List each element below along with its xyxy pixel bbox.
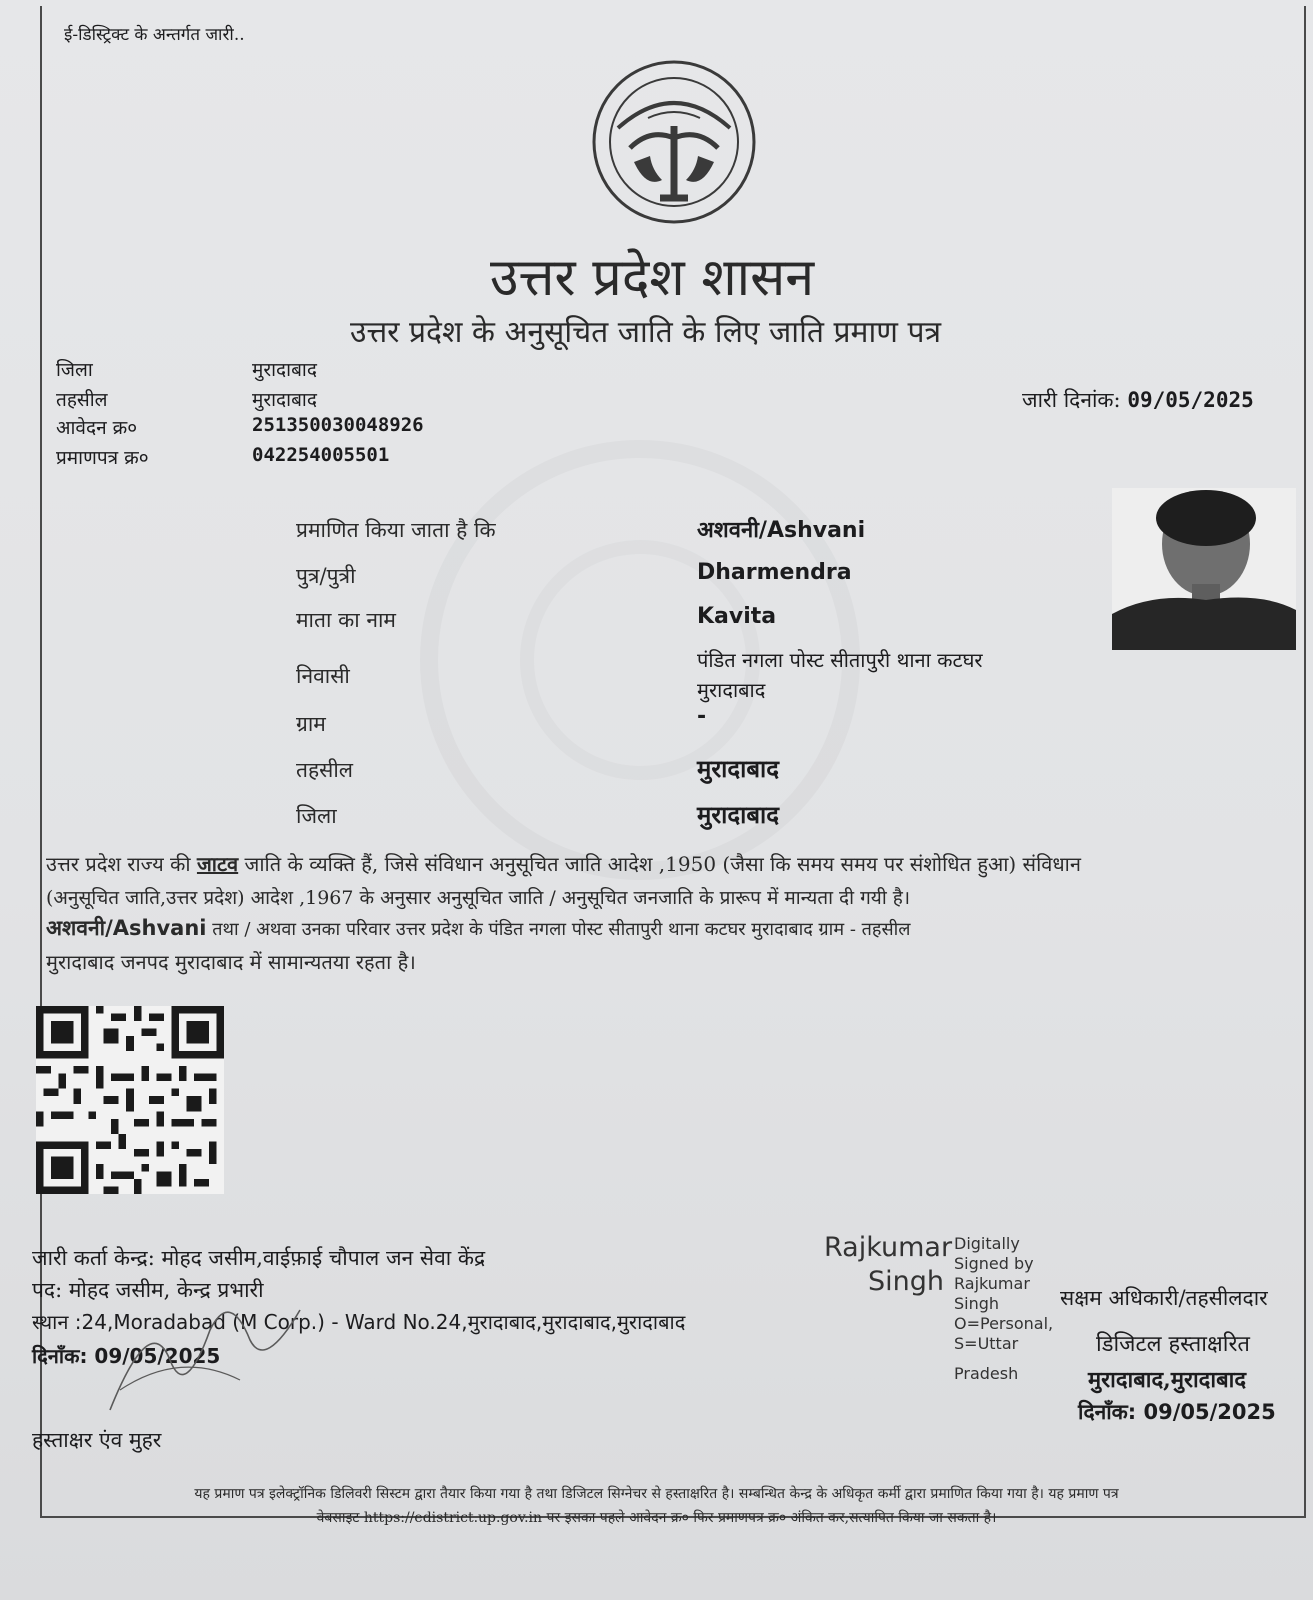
issuer-post: पद: मोहद जसीम, केन्द्र प्रभारी — [32, 1278, 264, 1302]
issuer-center: जारी कर्ता केन्द्र: मोहद जसीम,वाईफ़ाई चौपाल जन सेवा केंद्र — [32, 1246, 486, 1270]
issuer-place: स्थान :24,Moradabad (M Corp.) - Ward No.24,मुरादाबाद,मुरादाबाद,मुरादाबाद — [32, 1310, 686, 1334]
resident-label: निवासी — [296, 664, 350, 688]
issue-date — [1022, 386, 1254, 414]
verification-qr-code[interactable] — [36, 1006, 224, 1194]
document-title: उत्तर प्रदेश शासन — [490, 248, 815, 308]
digital-signature-block — [954, 1234, 1053, 1384]
authority-title: सक्षम अधिकारी/तहसीलदार — [1060, 1286, 1268, 1310]
meta-certificate-value: 042254005501 — [252, 444, 390, 466]
village-label: ग्राम — [296, 712, 326, 736]
certified-label: प्रमाणित किया जाता है कि — [296, 518, 496, 542]
issue-date-value: 09/05/2025 — [1127, 388, 1254, 412]
caste-paragraph-line2: (अनुसूचित जाति,उत्तर प्रदेश) आदेश ,1967 के अनुसार अनुसूचित जाति / अनुसूचित जनजाति के प्रारूप में मान्यता दी गयी है। — [46, 887, 911, 909]
mother-label: माता का नाम — [296, 608, 396, 632]
ds-line: Signed by — [954, 1254, 1034, 1273]
meta-tehsil-value: मुरादाबाद — [252, 389, 317, 411]
paragraph-text: जाति के व्यक्ति हैं, जिसे संविधान अनुसूचित जाति आदेश ,1950 (जैसा कि समय समय पर संशोधित हुआ) संविधान — [238, 852, 1081, 876]
signer-name-line2: Singh — [868, 1266, 945, 1297]
detail-tehsil-value: मुरादाबाद — [697, 754, 780, 783]
signer-name-line1: Rajkumar — [824, 1232, 953, 1263]
applicant-photo — [1112, 488, 1296, 650]
ds-line: Singh — [954, 1294, 1000, 1313]
child-of-label: पुत्र/पुत्री — [296, 564, 356, 588]
detail-district-value: मुरादाबाद — [697, 800, 780, 829]
caste-name: जाटव — [196, 852, 239, 876]
resident-value-line2: मुरादाबाद — [697, 678, 766, 702]
ds-line: Rajkumar — [954, 1274, 1030, 1293]
certified-value: अशवनी/Ashvani — [697, 518, 866, 543]
meta-tehsil-label: तहसील — [56, 389, 108, 411]
applicant-name: अशवनी/Ashvani — [46, 916, 207, 940]
meta-application-value: 251350030048926 — [252, 414, 424, 436]
detail-district-label: जिला — [296, 804, 337, 828]
disclaimer-line2: वेबसाइट https://edistrict.up.gov.in पर इसका पहले आवेदन क्र० फिर प्रमाणपत्र क्र० अंकित कर,सत्यापित किया जा सकता है। — [316, 1510, 997, 1526]
ds-line: Digitally — [954, 1234, 1020, 1253]
issuer-date: दिनाँक: 09/05/2025 — [32, 1344, 221, 1368]
detail-tehsil-label: तहसील — [296, 758, 353, 782]
header-note: ई-डिस्ट्रिक्ट के अन्तर्गत जारी.. — [64, 25, 245, 45]
caste-paragraph-line3 — [46, 914, 911, 942]
document-subtitle: उत्तर प्रदेश के अनुसूचित जाति के लिए जाति प्रमाण पत्र — [350, 315, 942, 350]
meta-district-label: जिला — [56, 359, 93, 381]
ds-line: S=Uttar — [954, 1334, 1019, 1353]
child-of-value: Dharmendra — [697, 560, 852, 585]
authority-place: मुरादाबाद,मुरादाबाद — [1088, 1367, 1247, 1393]
caste-paragraph-line4: मुरादाबाद जनपद मुरादाबाद में सामान्यतया रहता है। — [46, 950, 416, 974]
ds-line: Pradesh — [954, 1364, 1019, 1383]
paragraph-text: तथा / अथवा उनका परिवार उत्तर प्रदेश के पंडित नगला पोस्ट सीतापुरी थाना कटघर मुरादाबाद ग्राम - तहसील — [206, 919, 911, 940]
issuer-handwritten-signature — [90, 1270, 320, 1420]
meta-district-value: मुरादाबाद — [252, 359, 317, 381]
village-value: - — [697, 704, 707, 729]
meta-certificate-label: प्रमाणपत्र क्र० — [56, 447, 149, 469]
authority-date: दिनाँक: 09/05/2025 — [1078, 1400, 1276, 1424]
resident-value-line1: पंडित नगला पोस्ट सीतापुरी थाना कटघर — [697, 648, 983, 672]
authority-digital-signed: डिजिटल हस्ताक्षरित — [1096, 1332, 1250, 1357]
ds-line: O=Personal, — [954, 1314, 1054, 1333]
mother-value: Kavita — [697, 604, 777, 629]
meta-application-label: आवेदन क्र० — [56, 417, 138, 439]
signature-and-seal-label: हस्ताक्षर एंव मुहर — [32, 1428, 162, 1452]
issue-date-label: जारी दिनांक: — [1022, 388, 1121, 412]
paragraph-text: उत्तर प्रदेश राज्य की — [46, 852, 197, 876]
disclaimer-line1: यह प्रमाण पत्र इलेक्ट्रॉनिक डिलिवरी सिस्टम द्वारा तैयार किया गया है तथा डिजिटल सिग्नेचर से हस्ताक्षरित है। सम्बन्धित केन्द्र के अधिकृत कर्मी द्वारा प्रमाणित किया गया है। यह प्रमाण पत्र — [194, 1486, 1119, 1502]
caste-paragraph-line1 — [46, 850, 1081, 877]
up-government-emblem — [590, 58, 758, 226]
